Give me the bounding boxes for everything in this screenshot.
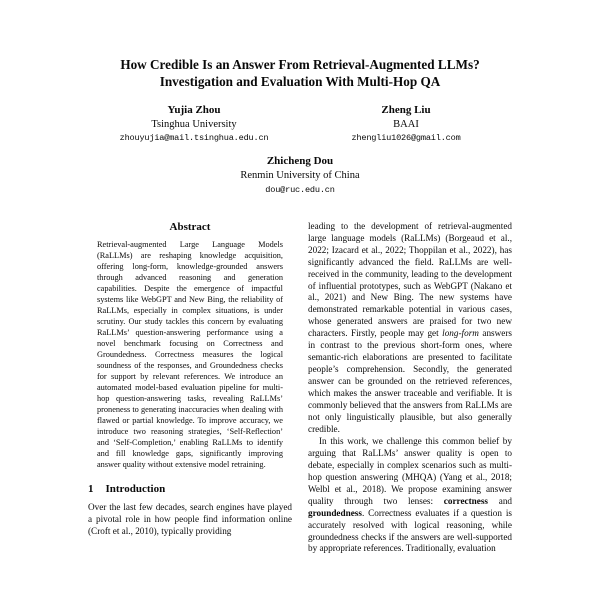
section-title: Introduction bbox=[105, 483, 166, 496]
left-column bbox=[88, 221, 292, 539]
abstract-text: Retrieval-augmented Large Language Models (RaLLMs) are reshaping knowledge acquisition, offering long-form, knowledge-grounded answers through advanced reasoning and generation capabilities. Despite the emergence of impactful systems like WebGPT and New Bing, the reliability of RaLLMs, especially in complex situations, is under scrutiny. Our study tackles this concern by evaluating RaLLMs’ question-answering performance using a novel benchmark focusing on Correctness and Groundedness. Correctness measures the logical soundness of the responses, and Groundedness checks for support by relevant references. We introduce an automated model-based evaluation pipeline for multi-hop question-answering tasks, revealing RaLLMs’ proneness to generating inaccuracies when dealing with flawed or partial knowledge. To improve accuracy, we introduce two reasoning strategies, ‘Self-Reflection’ and ‘Self-Completion,’ enabling RaLLMs to identify and fill knowledge gaps, significantly improving answer quality without extensive model retraining. bbox=[97, 239, 283, 470]
paper-title-line-1: How Credible Is an Answer From Retrieval-Augmented LLMs? bbox=[120, 57, 480, 72]
author-email: zhengliu1026@gmail.com bbox=[351, 133, 461, 144]
intro-paragraph: Over the last few decades, search engines have played a pivotal role in how people find information online (Croft et al., 2010), typically providing bbox=[88, 502, 292, 537]
section-number: 1 bbox=[88, 483, 94, 496]
paper-title-line-2: Investigation and Evaluation With Multi-Hop QA bbox=[159, 73, 441, 89]
abstract-heading: Abstract bbox=[169, 220, 211, 233]
author-email: dou@ruc.edu.cn bbox=[265, 184, 335, 195]
page-content bbox=[88, 57, 512, 555]
author-affiliation: Tsinghua University bbox=[151, 118, 237, 130]
body-paragraph-2: In this work, we challenge this common belief by arguing that RaLLMs’ answer quality is open to debate, especially in complex scenarios such as multi-hop question answering (MHQA) (Yang et al., 2018; Welbl et al., 2018). We propose examining answer quality through two lenses: correctness and groundedness. Correctness evaluates if a question is accurately resolved with logical reasoning, while groundedness checks if the answers are well-supported by appropriate references. Traditionally, evaluation bbox=[308, 435, 513, 554]
author-affiliation: BAAI bbox=[393, 118, 419, 130]
body-paragraph-1: leading to the development of retrieval-augmented large language models (RaLLMs) (Borgeaud et al., 2022; Izacard et al., 2022; Thoppilan et al., 2022), has significantly advanced the field. RaLLMs are well-received in the community, leading to the development of influential prototypes, such as WebGPT (Nakano et al., 2021) and New Bing. The new systems have demonstrated remarkable potential in various cases, whose generated answers are praised for two new characters. Firstly, people may get long-form answers in contrast to the previous short-form ones, where semantic-rich elaborations are presented to facilitate people’s comprehension. Secondly, the generated answer can be grounded on the retrieved references, which makes the answer traceable and verifiable. It is commonly believed that the answers from RaLLMs are not only linguistically plausible, but also generally credible. bbox=[308, 220, 512, 434]
author-block-1 bbox=[88, 104, 300, 144]
author-name: Yujia Zhou bbox=[167, 103, 221, 116]
two-column-body bbox=[88, 221, 512, 556]
author-affiliation: Renmin University of China bbox=[240, 170, 360, 182]
author-block-3 bbox=[240, 155, 359, 195]
section-heading-introduction bbox=[88, 483, 292, 495]
authors-row-bottom bbox=[88, 155, 512, 195]
author-email: zhouyujia@mail.tsinghua.edu.cn bbox=[119, 133, 269, 144]
right-column bbox=[308, 221, 512, 556]
author-name: Zheng Liu bbox=[381, 103, 431, 116]
author-block-2 bbox=[300, 104, 512, 144]
author-name: Zhicheng Dou bbox=[266, 155, 334, 168]
authors-row-top bbox=[88, 104, 512, 144]
paper-title bbox=[88, 57, 512, 91]
